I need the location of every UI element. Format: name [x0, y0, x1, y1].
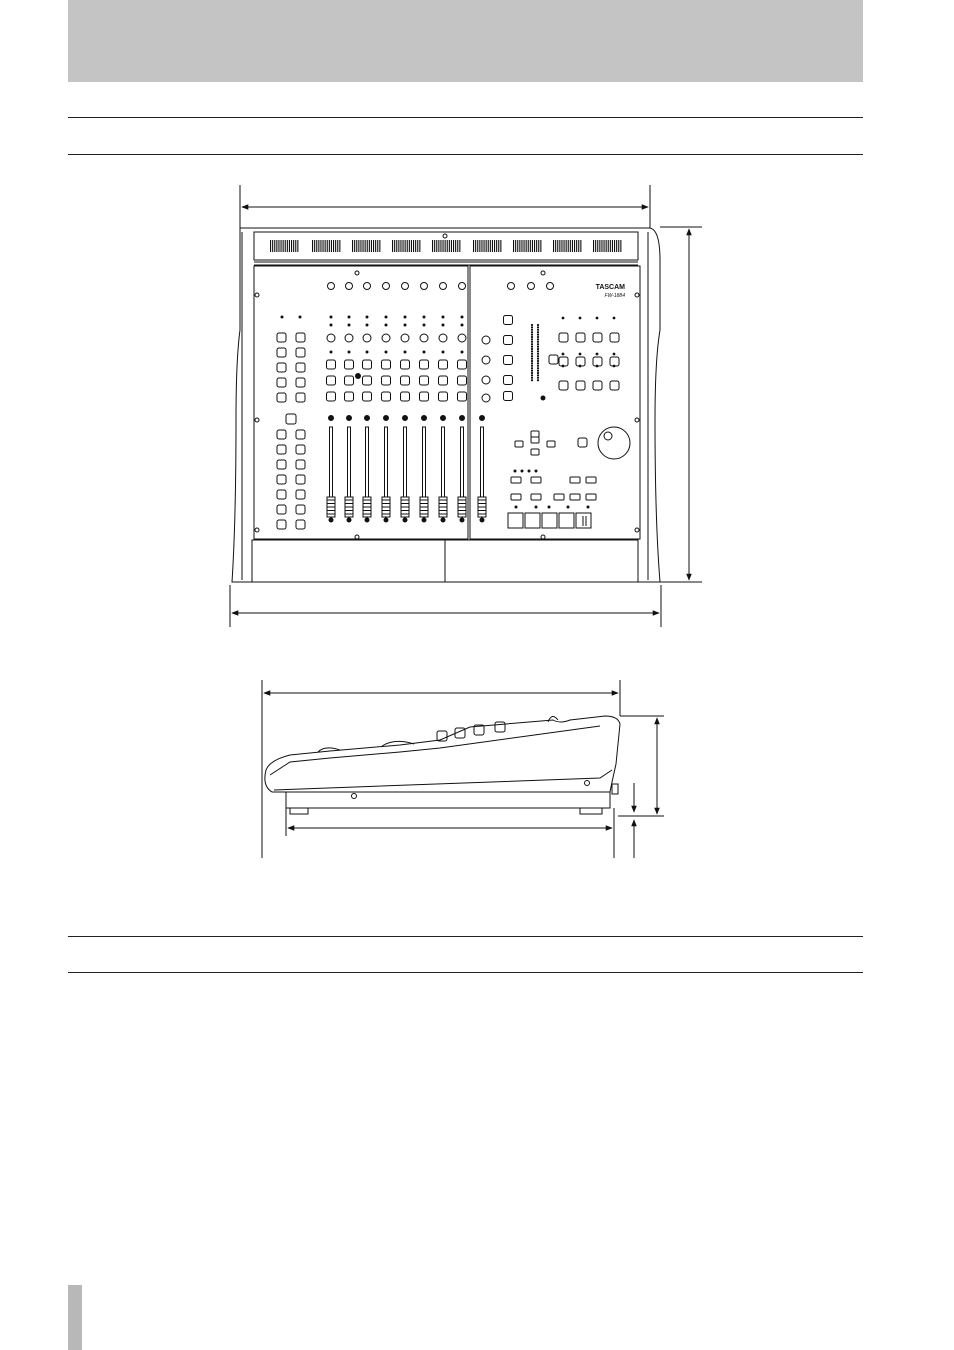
- side-base: [286, 792, 610, 808]
- front-view-drawing: [0, 0, 954, 660]
- front-vent-slots: [270, 240, 621, 252]
- side-knobs: [318, 716, 558, 752]
- side-view-drawing: [0, 660, 954, 880]
- front-brand-label: TASCAM: [595, 284, 625, 291]
- front-model-label: FW-1884: [604, 293, 625, 299]
- front-controls: [255, 234, 639, 539]
- section-rule-bottom-2: [68, 972, 863, 973]
- side-profile-body: [265, 716, 620, 792]
- page-tab: [68, 1285, 82, 1350]
- section-rule-bottom-1: [68, 936, 863, 937]
- front-right-panel: [470, 266, 640, 539]
